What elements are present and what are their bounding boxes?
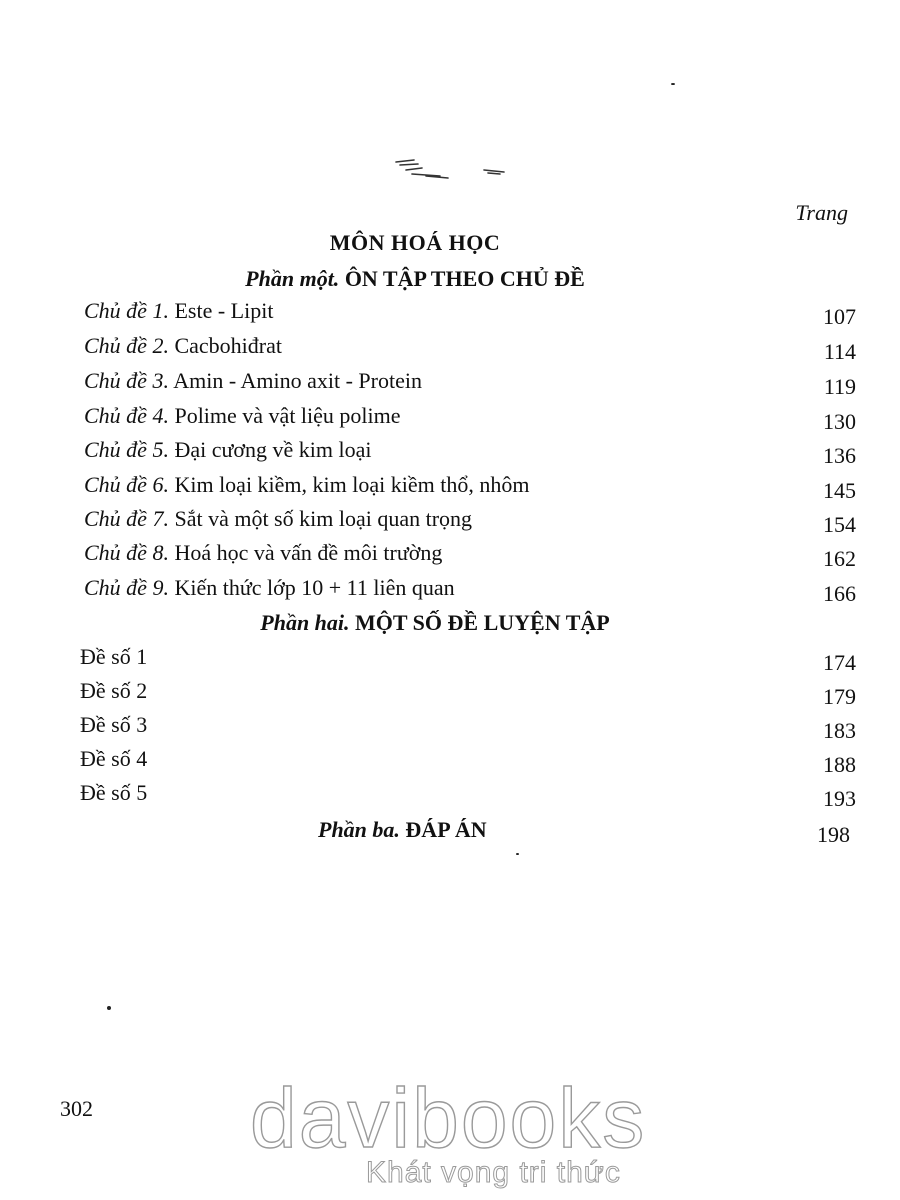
toc-row-test-4[interactable] [0, 746, 900, 776]
topic-label: Chủ đề 6. [84, 472, 169, 497]
answers-page-number: 198 [817, 822, 850, 847]
toc-row-test-2[interactable] [0, 678, 900, 708]
toc-row-topic-6[interactable] [0, 472, 900, 502]
topic-page-number: 166 [823, 581, 856, 606]
test-page-number: 188 [823, 752, 856, 777]
toc-row-topic-4[interactable] [0, 403, 900, 433]
toc-row-topic-9[interactable] [0, 575, 900, 605]
topic-title: Kiến thức lớp 10 + 11 liên quan [174, 575, 455, 600]
speck-mark [516, 853, 519, 855]
topic-label: Chủ đề 9. [84, 575, 169, 600]
toc-row-topic-2[interactable] [0, 333, 900, 363]
test-page-number: 179 [823, 684, 856, 709]
speck-mark [107, 1006, 111, 1010]
topic-label: Chủ đề 3. [84, 368, 169, 393]
watermark-brand: davibooks [250, 1071, 647, 1165]
topic-page-number: 119 [823, 374, 856, 399]
test-page-number: 174 [823, 650, 856, 675]
folio-page-number: 302 [60, 1096, 93, 1121]
topic-page-number: 107 [823, 304, 856, 329]
scribble-mark [392, 156, 507, 182]
toc-row-test-1[interactable] [0, 644, 900, 674]
toc-row-topic-3[interactable] [0, 368, 900, 398]
subject-title: MÔN HOÁ HỌC [329, 230, 501, 255]
part-one-heading [0, 266, 830, 292]
test-title: Đề số 3 [80, 712, 148, 737]
test-title: Đề số 1 [80, 644, 148, 669]
topic-page-number: 162 [823, 546, 856, 571]
test-page-number: 183 [823, 718, 856, 743]
part-two-title: MỘT SỐ ĐỀ LUYỆN TẬP [355, 610, 610, 635]
part-two-heading [20, 610, 850, 636]
topic-page-number: 145 [823, 478, 856, 503]
toc-row-test-5[interactable] [0, 780, 900, 810]
part-one-label: Phần một. [245, 266, 340, 291]
toc-row-test-3[interactable] [0, 712, 900, 742]
toc-row-topic-5[interactable] [0, 437, 900, 467]
part-two-label: Phần hai. [260, 610, 350, 635]
topic-title: Hoá học và vấn đề môi trường [174, 540, 443, 565]
test-page-number: 193 [823, 786, 856, 811]
topic-label: Chủ đề 1. [84, 298, 169, 323]
topic-label: Chủ đề 2. [84, 333, 169, 358]
topic-title: Đại cương về kim loại [174, 437, 372, 462]
topic-page-number: 130 [823, 409, 856, 434]
test-title: Đề số 4 [80, 746, 148, 771]
topic-title: Sắt và một số kim loại quan trọng [174, 506, 473, 531]
part-three-label: Phần ba. [318, 817, 400, 842]
test-title: Đề số 2 [80, 678, 148, 703]
speck-mark [671, 83, 675, 85]
toc-row-topic-8[interactable] [0, 540, 900, 570]
topic-title: Amin - Amino axit - Protein [173, 368, 422, 393]
topic-title: Cacbohiđrat [174, 333, 282, 358]
topic-label: Chủ đề 4. [84, 403, 169, 428]
topic-title: Polime và vật liệu polime [174, 403, 401, 428]
topic-label: Chủ đề 5. [84, 437, 169, 462]
toc-row-topic-1[interactable] [0, 298, 900, 328]
topic-title: Kim loại kiềm, kim loại kiềm thổ, nhôm [174, 472, 530, 497]
topic-label: Chủ đề 8. [84, 540, 169, 565]
topic-page-number: 114 [823, 339, 856, 364]
test-title: Đề số 5 [80, 780, 148, 805]
topic-title: Este - Lipit [174, 298, 274, 323]
topic-page-number: 136 [823, 443, 856, 468]
toc-row-answers[interactable] [0, 817, 900, 847]
watermark-tagline: Khát vọng tri thức [366, 1156, 621, 1189]
page-column-label: Trang [795, 200, 848, 225]
topic-label: Chủ đề 7. [84, 506, 169, 531]
part-one-title: ÔN TẬP THEO CHỦ ĐỀ [344, 266, 585, 291]
part-three-title: ĐÁP ÁN [405, 817, 487, 842]
topic-page-number: 154 [823, 512, 856, 537]
toc-row-topic-7[interactable] [0, 506, 900, 536]
